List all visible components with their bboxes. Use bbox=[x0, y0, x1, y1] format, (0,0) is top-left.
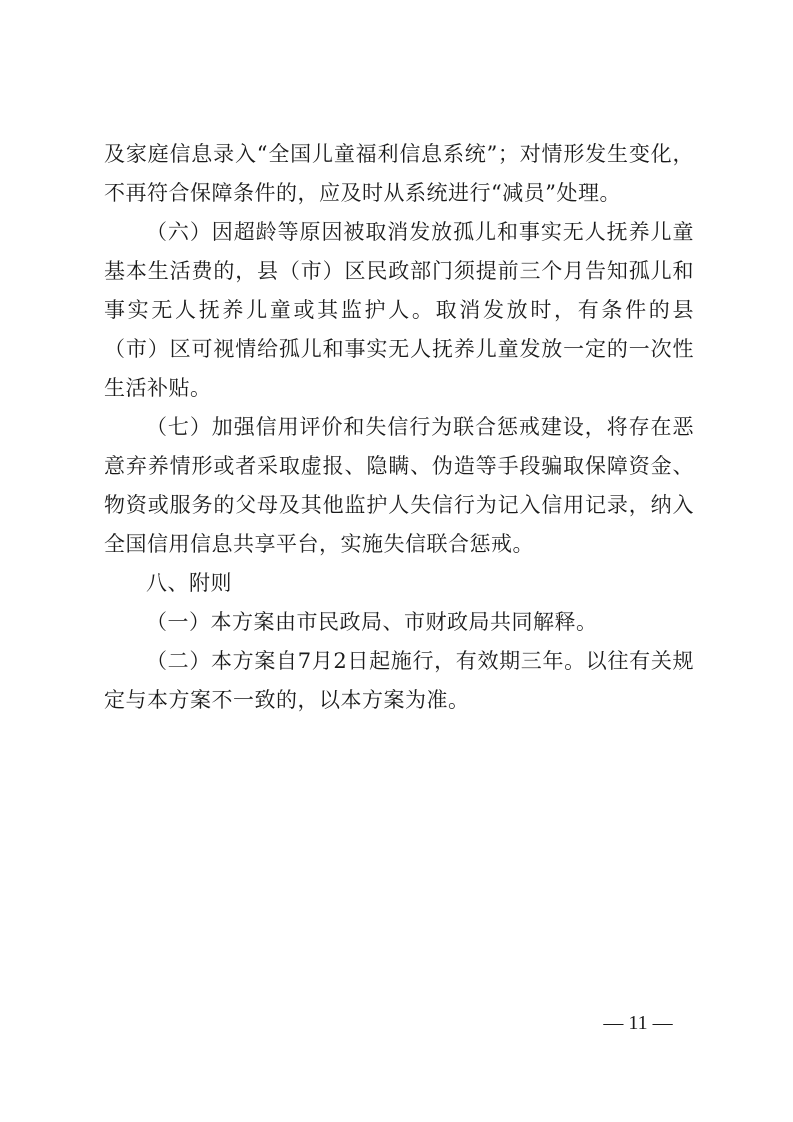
paragraph-item-6: （六）因超龄等原因被取消发放孤儿和事实无人抚养儿童基本生活费的，县（市）区民政部门须提前三个月告知孤儿和事实无人抚养儿童或其监护人。取消发放时，有条件的县（市）区可视情给孤儿和事实无人抚养儿童发放一定的一次性生活补贴。 bbox=[104, 220, 694, 400]
page-number: — 11 — bbox=[603, 1012, 673, 1034]
appendix-item-1: （一）本方案由市民政局、市财政局共同解释。 bbox=[146, 610, 598, 634]
appendix-item-2: （二）本方案自7月2日起施行，有效期三年。以往有关规定与本方案不一致的，以本方案为准。 bbox=[104, 649, 694, 712]
paragraph-continuation: 及家庭信息录入“全国儿童福利信息系统”；对情形发生变化，不再符合保障条件的，应及时从系统进行“减员”处理。 bbox=[104, 142, 694, 205]
section-heading-appendix: 八、附则 bbox=[146, 571, 232, 595]
document-body bbox=[104, 135, 694, 720]
paragraph-item-7: （七）加强信用评价和失信行为联合惩戒建设，将存在恶意弃养情形或者采取虚报、隐瞒、伪造等手段骗取保障资金、物资或服务的父母及其他监护人失信行为记入信用记录，纳入全国信用信息共享平台，实施失信联合惩戒。 bbox=[104, 415, 694, 556]
